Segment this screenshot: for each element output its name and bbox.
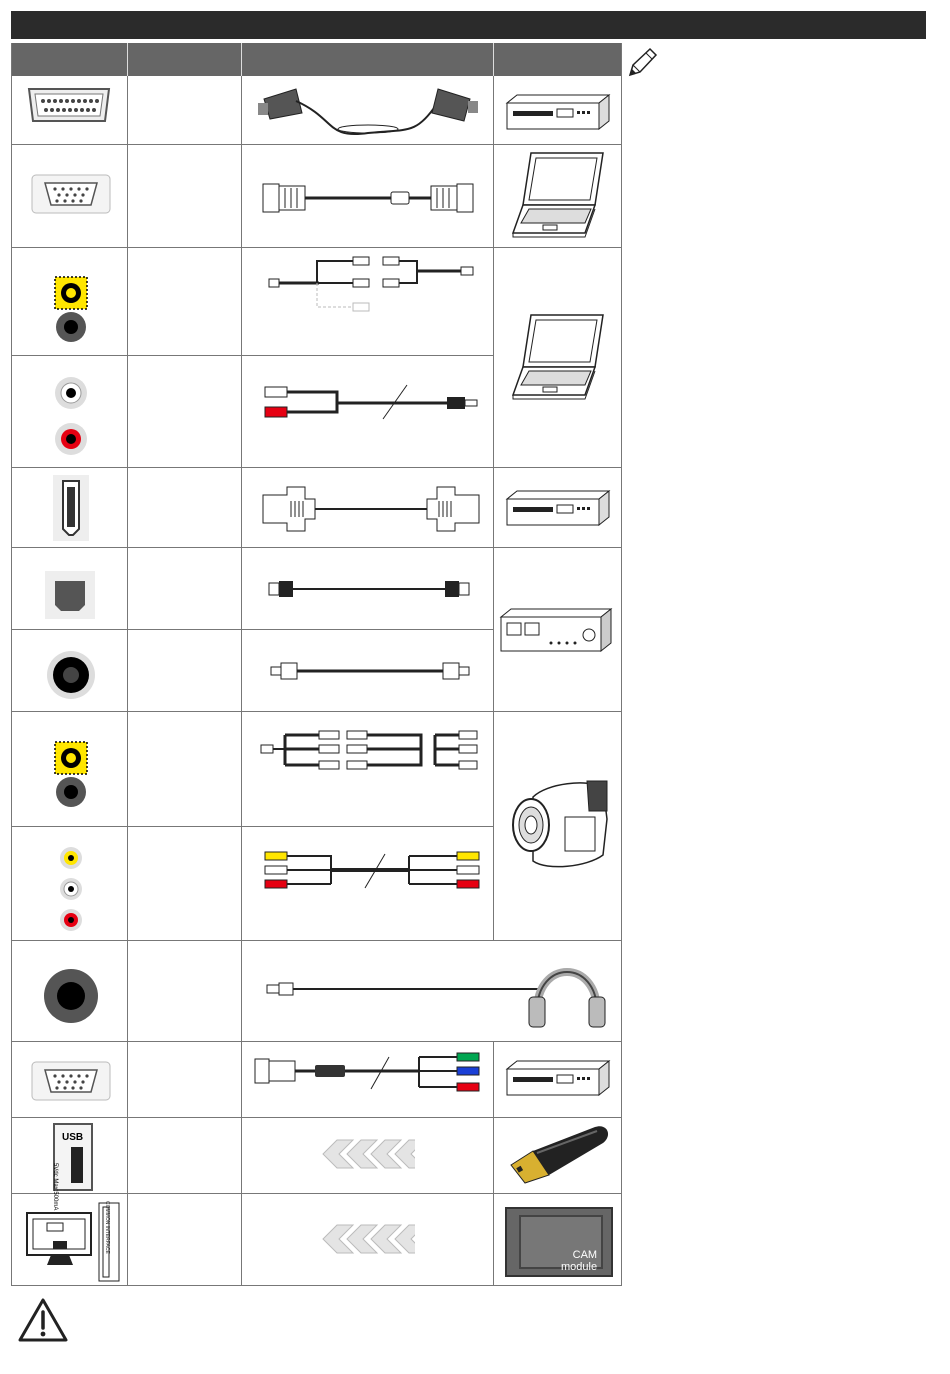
ci-label: COMMON INTERFACE <box>104 1201 110 1254</box>
av-input-cable-icon <box>251 727 491 779</box>
av-video-jack-icon <box>51 275 91 347</box>
coaxial-cable-icon <box>257 659 485 683</box>
hdmi-port-icon <box>53 475 89 541</box>
headphones-icon <box>425 955 615 1031</box>
insert-arrows-icon <box>319 1223 415 1255</box>
amplifier-icon <box>497 605 617 655</box>
dvd-player-icon <box>503 93 613 133</box>
av-adapter-cable-icon <box>257 255 487 315</box>
headphone-cable-icon <box>257 979 427 999</box>
hdmi-cable-icon <box>257 485 485 533</box>
vga-cable-icon <box>257 178 479 218</box>
usb-stick-icon <box>503 1125 615 1185</box>
ypbpr-cable-icon <box>251 1049 491 1099</box>
audio-rca-cable-icon <box>257 381 485 425</box>
vga-port-icon <box>31 174 111 214</box>
headphone-jack-icon <box>42 967 100 1025</box>
optical-port-icon <box>45 571 95 619</box>
usb-port-icon <box>52 1123 93 1211</box>
usb-power-rating: 5Vdc Max:500mA <box>52 1163 58 1211</box>
av-rca-jacks-icon <box>59 846 83 932</box>
av-input-jack-icon <box>51 740 91 812</box>
scart-cable-icon <box>256 79 481 141</box>
av-rca-cable-icon <box>257 848 487 896</box>
cam-module-label: CAM module <box>561 1249 598 1273</box>
dvd-player-icon <box>503 489 613 529</box>
usb-label: USB <box>62 1132 84 1143</box>
laptop-icon <box>511 311 607 403</box>
laptop-icon <box>511 149 607 241</box>
ypbpr-vga-port-icon <box>31 1061 111 1101</box>
title-bar <box>11 11 926 39</box>
scart-port-icon <box>25 83 113 127</box>
audio-rca-jacks-icon <box>51 373 91 457</box>
coaxial-port-icon <box>46 650 96 700</box>
pencil-note-icon <box>624 47 658 81</box>
insert-arrows-icon <box>319 1138 415 1170</box>
cam-module-icon <box>505 1207 613 1277</box>
camcorder-icon <box>507 775 611 875</box>
warning-icon <box>16 1296 70 1344</box>
table-header <box>11 43 622 76</box>
connection-table <box>11 43 622 1286</box>
dvd-player-icon <box>503 1059 613 1099</box>
optical-cable-icon <box>257 577 485 601</box>
